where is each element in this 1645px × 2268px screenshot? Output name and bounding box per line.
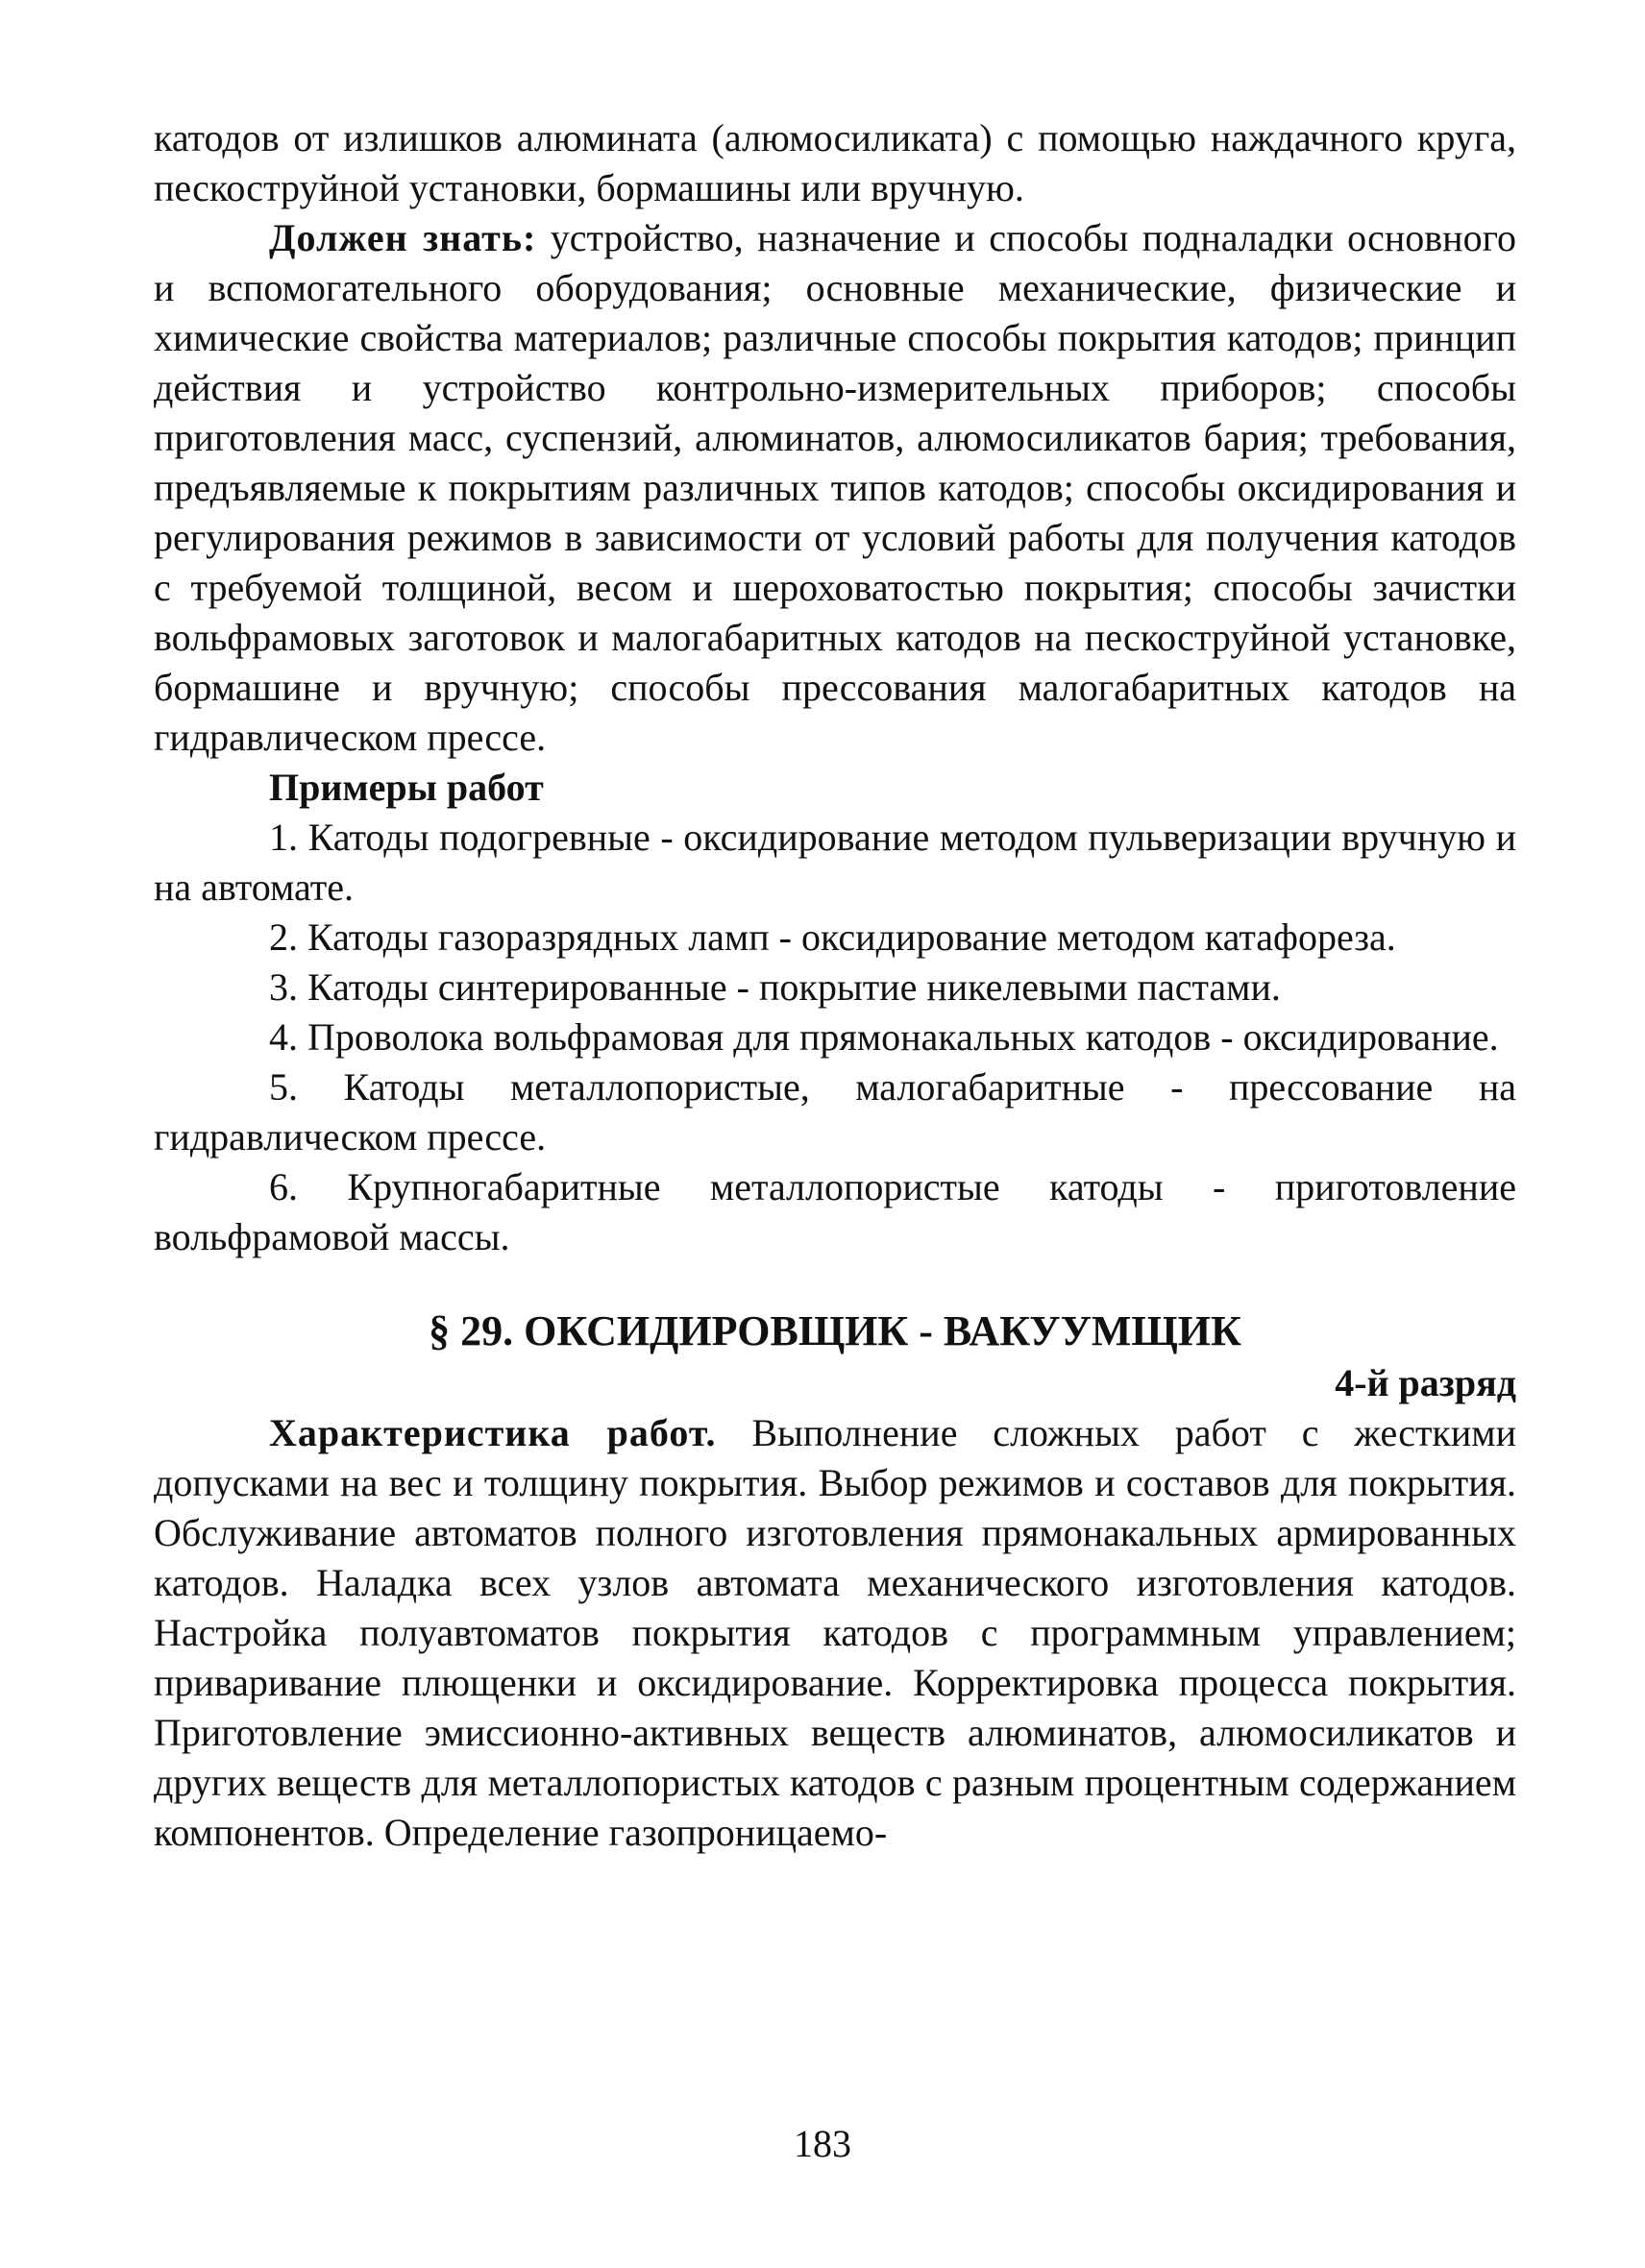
continuation-paragraph: катодов от излишков алюмината (алюмосиликата) с помощью наждачного круга, пескоструйной установки, бормашины или вручную. bbox=[154, 116, 1516, 209]
examples-heading: Примеры работ bbox=[269, 766, 544, 809]
example-item-4: 4. Проволока вольфрамовая для прямонакальных катодов - оксидирование. bbox=[269, 1015, 1499, 1059]
example-item-1: 1. Катоды подогревные - оксидирование методом пульверизации вручную и на автомате. bbox=[154, 816, 1516, 909]
page-number: 183 bbox=[794, 2122, 851, 2165]
example-item-6: 6. Крупногабаритные металлопористые катоды - приготовление вольфрамовой массы. bbox=[154, 1165, 1516, 1258]
document-page bbox=[154, 113, 1516, 1858]
grade-label: 4-й разряд bbox=[1335, 1361, 1516, 1404]
must-know-text: устройство, назначение и способы подналадки основного и вспомогательного оборудования; основные механические, физические и химические свойства материалов; различные способы покрытия катодов; принцип действия и устройство контрольно-измерительных приборов; способы приготовления масс, суспензий, алюминатов, алюмосиликатов бария; требования, предъявляемые к покрытиям различных типов катодов; способы оксидирования и регулирования режимов в зависимости от условий работы для получения катодов с требуемой толщиной, весом и шероховатостью покрытия; способы зачистки вольфрамовых заготовок и малогабаритных катодов на пескоструйной установке, бормашине и вручную; способы прессования малогабаритных катодов на гидравлическом прессе. bbox=[154, 216, 1517, 759]
characteristic-paragraph bbox=[154, 1408, 1516, 1858]
characteristic-text: Выполнение сложных работ с жесткими допусками на вес и толщину покрытия. Выбор режимов и составов для покрытия. Обслуживание автоматов полного изготовления прямонакальных армированных катодов. Наладка всех узлов автомата механического изготовления катодов. Настройка полуавтоматов покрытия катодов с программным управлением; приваривание плющенки и оксидирование. Корректировка процесса покрытия. Приготовление эмиссионно-активных веществ алюминатов, алюмосиликатов и других веществ для металлопористых катодов с разным процентным содержанием компонентов. Определение газопроницаемо- bbox=[154, 1411, 1516, 1854]
example-item-2: 2. Катоды газоразрядных ламп - оксидирование методом катафореза. bbox=[269, 915, 1396, 959]
must-know-lead: Должен знать: bbox=[269, 216, 537, 259]
characteristic-lead: Характеристика работ. bbox=[269, 1411, 717, 1454]
section-title: § 29. ОКСИДИРОВЩИК - ВАКУУМЩИК bbox=[429, 1307, 1241, 1354]
must-know-paragraph bbox=[154, 213, 1516, 763]
example-item-5: 5. Катоды металлопористые, малогабаритные - прессование на гидравлическом прессе. bbox=[154, 1065, 1516, 1158]
example-item-3: 3. Катоды синтерированные - покрытие никелевыми пастами. bbox=[269, 965, 1281, 1009]
